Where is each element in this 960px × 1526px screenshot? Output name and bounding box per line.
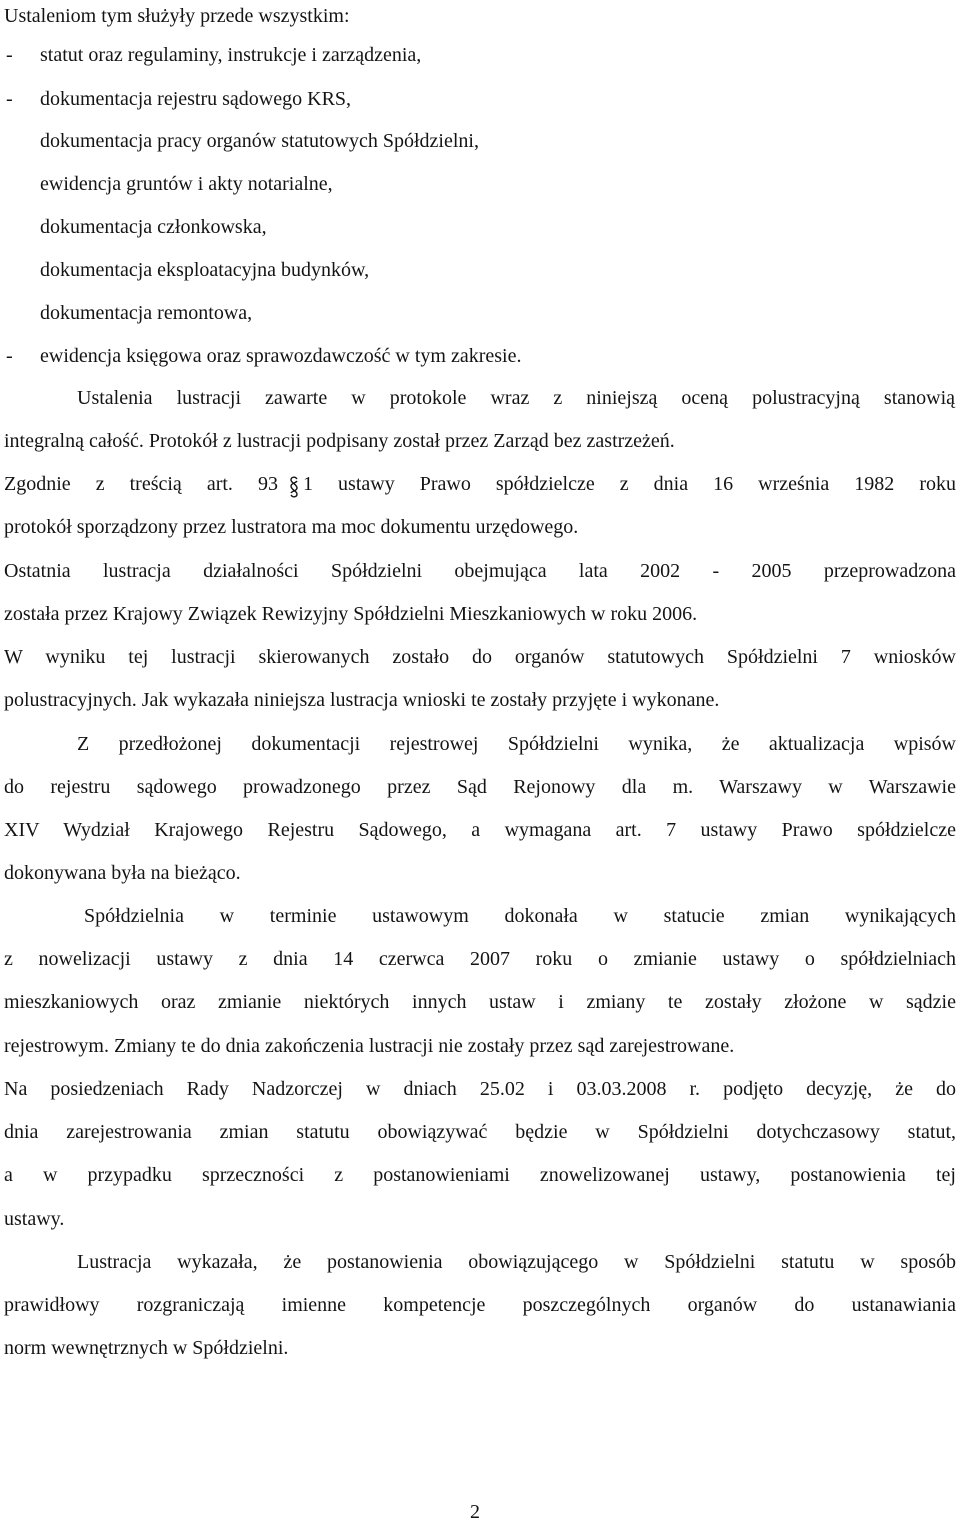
list-item-text: statut oraz regulaminy, instrukcje i zarządzenia, (40, 44, 422, 66)
list-dash: - (6, 345, 13, 367)
paragraph-line: została przez Krajowy Związek Rewizyjny Spółdzielni Mieszkaniowych w roku 2006. (4, 603, 698, 625)
paragraph-line: W wyniku tej lustracji skierowanych zostało do organów statutowych Spółdzielni 7 wniosków (4, 646, 956, 668)
list-item-text: dokumentacja pracy organów statutowych Spółdzielni, (40, 130, 479, 152)
paragraph-line: integralną całość. Protokół z lustracji podpisany został przez Zarząd bez zastrzeżeń. (4, 430, 675, 452)
list-item-text: ewidencja księgowa oraz sprawozdawczość w tym zakresie. (40, 345, 522, 367)
paragraph-line: polustracyjnych. Jak wykazała niniejsza lustracja wnioski te zostały przyjęte i wykonane. (4, 689, 720, 711)
paragraph-line: XIV Wydział Krajowego Rejestru Sądowego, a wymagana art. 7 ustawy Prawo spółdzielcze (4, 819, 956, 841)
list-item-text: ewidencja gruntów i akty notarialne, (40, 173, 333, 195)
list-dash: - (6, 44, 13, 66)
page-number: 2 (470, 1501, 480, 1523)
section-sign-icon (288, 476, 300, 498)
intro-text: Ustaleniom tym służyły przede wszystkim: (4, 5, 350, 27)
paragraph-line: protokół sporządzony przez lustratora ma moc dokumentu urzędowego. (4, 516, 579, 538)
paragraph-line: dokonywana była na bieżąco. (4, 862, 241, 884)
paragraph-line: mieszkaniowych oraz zmianie niektórych innych ustaw i zmiany te zostały złożone w sądzie (4, 991, 956, 1013)
paragraph-line: Ostatnia lustracja działalności Spółdzielni obejmująca lata 2002 - 2005 przeprowadzona (4, 560, 956, 582)
paragraph-line: prawidłowy rozgraniczają imienne kompetencje poszczególnych organów do ustanawiania (4, 1294, 956, 1316)
paragraph-line: Na posiedzeniach Rady Nadzorczej w dniach 25.02 i 03.03.2008 r. podjęto decyzję, że do (4, 1078, 956, 1100)
list-item-text: dokumentacja rejestru sądowego KRS, (40, 88, 352, 110)
list-item-text: dokumentacja członkowska, (40, 216, 267, 238)
list-item-text: dokumentacja remontowa, (40, 302, 253, 324)
list-item-text: dokumentacja eksploatacyjna budynków, (40, 259, 370, 281)
paragraph-line: norm wewnętrznych w Spółdzielni. (4, 1337, 289, 1359)
paragraph-line: dnia zarejestrowania zmian statutu obowiązywać będzie w Spółdzielni dotychczasowy statut, (4, 1121, 956, 1143)
paragraph-line: Zgodnie z treścią art. 93 1 ustawy Prawo spółdzielcze z dnia 16 września 1982 roku (4, 473, 956, 495)
paragraph-line: rejestrowym. Zmiany te do dnia zakończenia lustracji nie zostały przez sąd zarejestrowane. (4, 1035, 735, 1057)
paragraph-line: Ustalenia lustracji zawarte w protokole wraz z niniejszą oceną polustracyjną stanowią (77, 387, 955, 409)
paragraph-line: Spółdzielnia w terminie ustawowym dokonała w statucie zmian wynikających (84, 905, 956, 927)
list-dash: - (6, 88, 13, 110)
paragraph-line: Z przedłożonej dokumentacji rejestrowej Spółdzielni wynika, że aktualizacja wpisów (77, 733, 956, 755)
paragraph-line: z nowelizacji ustawy z dnia 14 czerwca 2007 roku o zmianie ustawy o spółdzielniach (4, 948, 956, 970)
paragraph-line: ustawy. (4, 1208, 65, 1230)
paragraph-line: a w przypadku sprzeczności z postanowieniami znowelizowanej ustawy, postanowienia tej (4, 1164, 956, 1186)
paragraph-line: do rejestru sądowego prowadzonego przez Sąd Rejonowy dla m. Warszawy w Warszawie (4, 776, 956, 798)
paragraph-line: Lustracja wykazała, że postanowienia obowiązującego w Spółdzielni statutu w sposób (77, 1251, 956, 1273)
